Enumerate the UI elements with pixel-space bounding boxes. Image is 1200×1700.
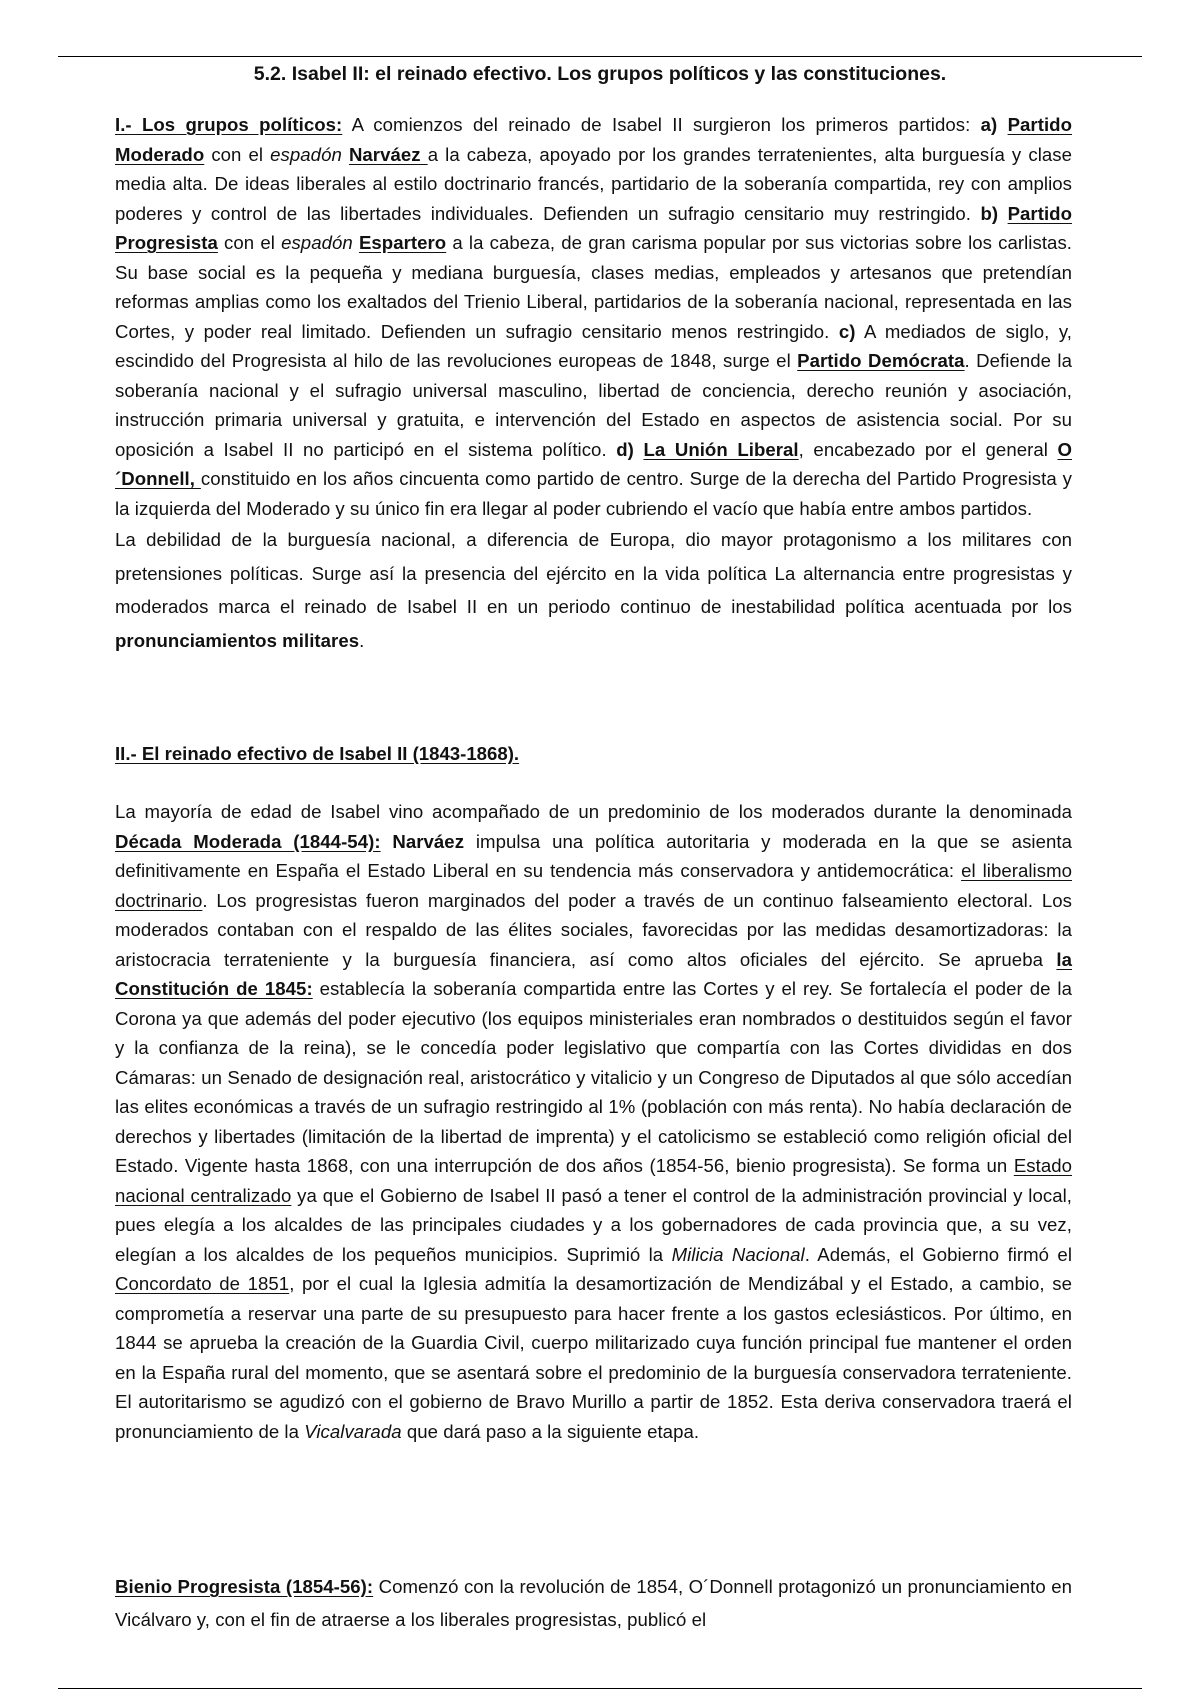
paragraph-grupos: I.- Los grupos políticos: A comienzos del reinado de Isabel II surgieron los primeros partidos: a) Partido Moderado con el espadón Narváez a la cabeza, apoyado por los grandes terratenientes, alta burguesía y clase media alta. De ideas liberales al estilo doctrinario francés, partidario de la soberanía compartida, rey con amplios poderes y control de las libertades individuales. Defienden un sufragio censitario muy restringido. b) Partido Progresista con el espadón Espartero a la cabeza, de gran carisma popular por sus victorias sobre los carlistas. Su base social es la pequeña y mediana burguesía, clases medias, empleados y artesanos que pretendían reformas amplias como los exaltados del Trienio Liberal, partidarios de la soberanía nacional, representada en las Cortes, y poder real limitado. Defienden un sufragio censitario menos restringido. c) A mediados de siglo, y, escindido del Progresista al hilo de las revoluciones europeas de 1848, surge el Partido Demócrata. Defiende la soberanía nacional y el sufragio universal masculino, libertad de conciencia, derecho reunión y asociación, instrucción primaria universal y gratuita, e intervención del Estado en aspectos de asistencia social. Por su oposición a Isabel II no participó en el sistema político. d) La Unión Liberal, encabezado por el general O´Donnell, constituido en los años cincuenta como partido de centro. Surge de la derecha del Partido Progresista y la izquierda del Moderado y su único fin era llegar al poder cubriendo el vacío que había entre ambos partidos. — [115, 114, 1073, 519]
term-espartero: Espartero — [358, 232, 447, 253]
bottom-rule — [58, 1688, 1142, 1689]
term-pronunciamientos: pronunciamientos militares — [115, 629, 360, 651]
term-estado-centralizado: Estado nacional centralizado — [115, 1155, 1072, 1206]
term-union-liberal: La Unión Liberal — [643, 438, 799, 460]
term-liberalismo-doctrinario: el liberalismo doctrinario — [115, 860, 1073, 911]
section-heading-grupos: I.- Los grupos políticos: — [115, 114, 343, 135]
section-reinado-efectivo — [115, 797, 1072, 1446]
section-heading-bienio: Bienio Progresista (1854-56): — [115, 1576, 374, 1597]
term-narvaez: Narváez — [348, 143, 428, 165]
term-partido-democrata: Partido Demócrata — [797, 350, 965, 371]
term-decada-moderada: Década Moderada (1844-54): — [115, 830, 381, 852]
paragraph-bienio: Bienio Progresista (1854-56): Comenzó con la revolución de 1854, O´Donnell protagonizó un pronunciamiento en Vicálvaro y, con el fin de atraerse a los liberales progresistas, publicó el — [115, 1576, 1072, 1630]
term-constitucion-1845: la Constitución de 1845: — [115, 948, 1072, 999]
term-narvaez-2: Narváez — [392, 830, 465, 852]
top-rule — [58, 56, 1142, 57]
document-title: 5.2. Isabel II: el reinado efectivo. Los grupos políticos y las constituciones. — [253, 63, 947, 85]
term-odonnell: O´Donnell, — [115, 438, 1073, 489]
term-milicia-nacional: Milicia Nacional — [671, 1243, 805, 1265]
term-partido-moderado: Partido Moderado — [115, 114, 1072, 165]
term-concordato-1851: Concordato de 1851 — [115, 1273, 290, 1294]
section-heading-reinado: II.- El reinado efectivo de Isabel II (1843-1868). — [115, 743, 520, 764]
paragraph-decada-moderada: La mayoría de edad de Isabel vino acompañado de un predominio de los moderados durante la denominada Década Moderada (1844-54): Narváez impulsa una política autoritaria y moderada en la que se asienta definitivamente en España el Estado Liberal en su tendencia más conservadora y antidemocrática: el liberalismo doctrinario. Los progresistas fueron marginados del poder a través de un continuo falseamiento electoral. Los moderados contaban con el respaldo de las élites sociales, favorecidas por las medidas desamortizadoras: la aristocracia terrateniente y la burguesía financiera, así como altos oficiales del ejército. Se aprueba la Constitución de 1845: establecía la soberanía compartida entre las Cortes y el rey. Se fortalecía el poder de la Corona ya que además del poder ejecutivo (los equipos ministeriales eran nombrados o destituidos según el favor y la confianza de la reina), se le concedía poder legislativo que compartía con las Cortes divididas en dos Cámaras: un Senado de designación real, aristocrático y vitalicio y un Congreso de Diputados al que sólo accedían las elites económicas a través de un sufragio restringido al 1% (población con más renta). No había declaración de derechos y libertades (limitación de la libertad de imprenta) y el catolicismo se estableció como religión oficial del Estado. Vigente hasta 1868, con una interrupción de dos años (1854-56, bienio progresista). Se forma un Estado nacional centralizado ya que el Gobierno de Isabel II pasó a tener el control de la administración provincial y local, pues elegía a los alcaldes de las principales ciudades y a los gobernadores de cada provincia que, a su vez, elegían a los alcaldes de los pequeños municipios. Suprimió la Milicia Nacional. Además, el Gobierno firmó el Concordato de 1851, por el cual la Iglesia admitía la desamortización de Mendizábal y el Estado, a cambio, se comprometía a reservar una parte de su presupuesto para hacer frente a los gastos eclesiásticos. Por último, en 1844 se aprueba la creación de la Guardia Civil, cuerpo militarizado cuya función principal fue mantener el orden en la España rural del momento, que se asentará sobre el predominio de la burguesía conservadora terrateniente. El autoritarismo se agudizó con el gobierno de Bravo Murillo a partir de 1852. Esta deriva conservadora traerá el pronunciamiento de la Vicalvarada que dará paso a la siguiente etapa. — [115, 801, 1073, 1442]
term-vicalvarada: Vicalvarada — [304, 1420, 402, 1442]
section-bienio-progresista — [115, 1570, 1072, 1636]
section-grupos-politicos — [115, 110, 1072, 657]
term-partido-progresista: Partido Progresista — [115, 202, 1072, 253]
paragraph-ejercito: La debilidad de la burguesía nacional, a diferencia de Europa, dio mayor protagonismo a los militares con pretensiones políticas. Surge así la presencia del ejército en la vida política La alternancia entre progresistas y moderados marca el reinado de Isabel II en un periodo continuo de inestabilidad política acentuada por los pronunciamientos militares. — [115, 529, 1072, 651]
